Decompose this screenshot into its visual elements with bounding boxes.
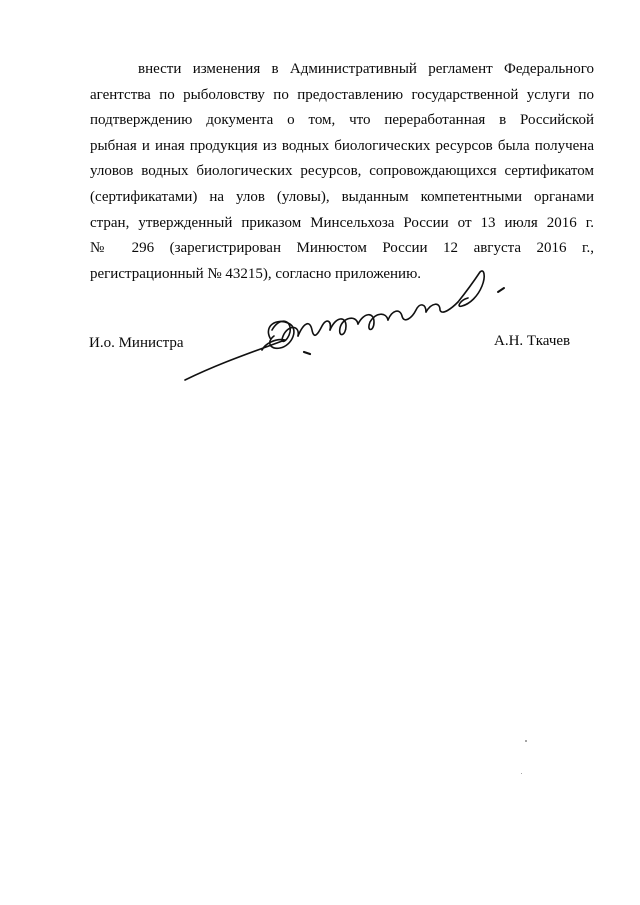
body-line: (сертификатами) на улов (уловы), выданным компетентными органами — [90, 188, 594, 205]
body-line: агентства по рыболовству по предоставлению государственной услуги по — [90, 86, 594, 103]
scan-speck — [521, 773, 522, 774]
body-line: регистрационный № 43215), согласно приложению. — [90, 265, 422, 282]
body-paragraph — [90, 57, 594, 287]
body-line: рыбная и иная продукция из водных биологических ресурсов была получена — [90, 137, 594, 154]
body-line: уловов водных биологических ресурсов, сопровождающихся сертификатом — [90, 163, 594, 180]
body-line: № 296 (зарегистрирован Минюстом России 12 августа 2016 г., — [90, 240, 594, 257]
scan-speck — [525, 740, 527, 742]
body-line: подтверждению документа о том, что переработанная в Российской — [90, 112, 594, 129]
signer-name: А.Н. Ткачев — [494, 333, 571, 349]
handwritten-signature — [180, 268, 520, 388]
body-line: стран, утвержденный приказом Минсельхоза России от 13 июля 2016 г. — [90, 214, 594, 231]
signer-title: И.о. Министра — [89, 335, 184, 351]
body-line: внести изменения в Административный регламент Федерального — [138, 61, 594, 77]
